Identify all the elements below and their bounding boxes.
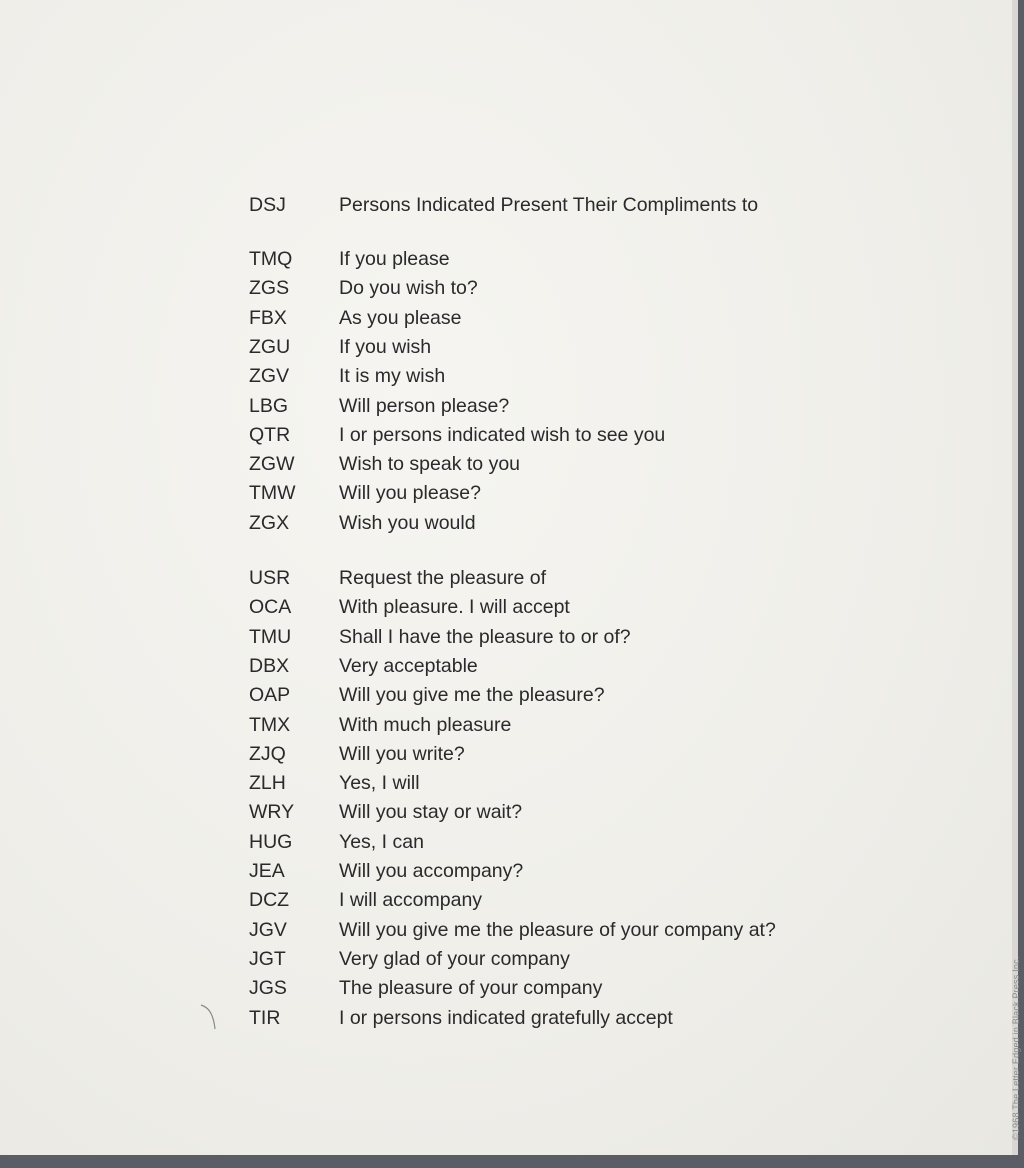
code: JGV	[249, 918, 287, 941]
code: LBG	[249, 394, 289, 417]
list-item	[249, 857, 523, 886]
code: WRY	[249, 801, 295, 824]
list-item	[249, 479, 481, 508]
code: ZLH	[249, 772, 286, 795]
code: TMQ	[249, 248, 293, 270]
list-item	[249, 886, 482, 915]
list-item	[249, 564, 546, 593]
meaning: Will you give me the pleasure?	[339, 684, 605, 707]
meaning: Will you give me the pleasure of your company at?	[339, 918, 776, 941]
list-item	[249, 509, 476, 538]
meaning: The pleasure of your company	[339, 977, 603, 1000]
code: QTR	[249, 423, 291, 446]
code: USR	[249, 567, 291, 589]
code: TMW	[249, 482, 296, 505]
list-item	[249, 828, 424, 857]
meaning: As you please	[339, 306, 462, 329]
code: JEA	[249, 860, 285, 882]
list-item	[249, 916, 776, 945]
meaning: Yes, I can	[339, 830, 424, 853]
list-item	[249, 593, 570, 622]
meaning: Will you accompany?	[339, 860, 524, 882]
meaning: Do you wish to?	[339, 277, 478, 300]
list-item	[249, 362, 445, 391]
header-row	[249, 191, 758, 220]
pencil-mark	[199, 1003, 219, 1031]
list-item	[249, 450, 520, 479]
meaning: I will accompany	[339, 889, 483, 912]
meaning: If you wish	[339, 335, 432, 358]
meaning: Wish to speak to you	[339, 453, 521, 476]
code: ZJQ	[249, 742, 286, 765]
list-item	[249, 681, 605, 710]
code: ZGX	[249, 511, 290, 534]
list-item	[249, 711, 511, 740]
code: TIR	[249, 1006, 281, 1029]
code: DCZ	[249, 889, 290, 912]
meaning: Yes, I will	[339, 772, 420, 795]
code: DBX	[249, 654, 290, 677]
list-item	[249, 623, 631, 652]
list-item	[249, 421, 665, 450]
code: TMX	[249, 713, 291, 736]
list-item	[249, 798, 522, 827]
code: TMU	[249, 625, 292, 648]
list-item	[249, 274, 478, 303]
meaning: Shall I have the pleasure to or of?	[339, 625, 631, 648]
code: ZGW	[249, 453, 295, 476]
meaning: Persons Indicated Present Their Compliments to	[339, 194, 759, 216]
meaning: With much pleasure	[339, 713, 512, 736]
meaning: Will you write?	[339, 742, 465, 765]
meaning: Very glad of your company	[339, 947, 570, 970]
code: DSJ	[249, 194, 286, 216]
code: OAP	[249, 684, 291, 707]
list-item	[249, 392, 509, 421]
meaning: Will you please?	[339, 482, 481, 505]
code: ZGS	[249, 277, 290, 300]
code: ZGV	[249, 365, 290, 388]
meaning: It is my wish	[339, 365, 446, 388]
meaning: I or persons indicated wish to see you	[339, 423, 666, 446]
list-item	[249, 245, 450, 274]
list-item	[249, 740, 465, 769]
meaning: Request the pleasure of	[339, 567, 547, 589]
code: OCA	[249, 596, 292, 619]
list-item	[249, 304, 462, 333]
code: HUG	[249, 830, 293, 853]
meaning: Will person please?	[339, 394, 510, 417]
list-item	[249, 974, 602, 1003]
code: JGS	[249, 977, 287, 1000]
meaning: I or persons indicated gratefully accept	[339, 1006, 673, 1029]
meaning: Very acceptable	[339, 654, 478, 677]
list-item	[249, 769, 420, 798]
list-item	[249, 333, 431, 362]
copyright-notice: ©1968 The Letter Edged in Black Press Inc.	[1011, 956, 1021, 1140]
list-item	[249, 945, 570, 974]
meaning: With pleasure. I will accept	[339, 596, 570, 619]
code: FBX	[249, 306, 287, 329]
list-item	[249, 1004, 673, 1033]
code: JGT	[249, 947, 286, 970]
list-item	[249, 652, 478, 681]
meaning: If you please	[339, 248, 450, 270]
meaning: Wish you would	[339, 511, 476, 534]
code: ZGU	[249, 335, 291, 358]
meaning: Will you stay or wait?	[339, 801, 523, 824]
